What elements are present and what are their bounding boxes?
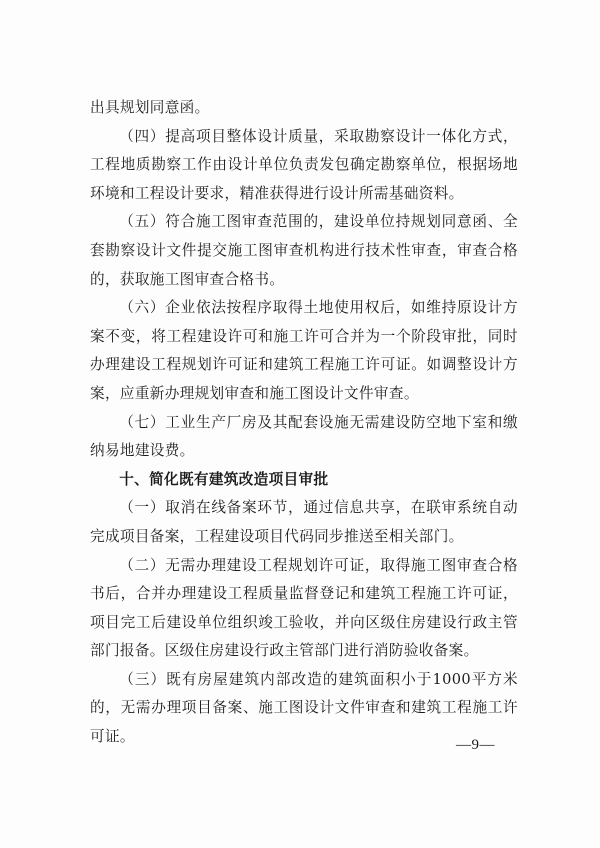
paragraph-item-4: （四）提高项目整体设计质量，采取勘察设计一体化方式，工程地质勘察工作由设计单位负责发包确定勘察单位，根据场地环境和工程设计要求，精准获得进行设计所需基础资料。 (90, 127, 518, 202)
paragraph-item-5: （五）符合施工图审查范围的，建设单位持规划同意函、全套勘察设计文件提交施工图审查机构进行技术性审查，审查合格的，获取施工图审查合格书。 (90, 213, 518, 288)
page-number: —9— (456, 737, 495, 753)
section-heading: 十、简化既有建筑改造项目审批 (119, 470, 329, 488)
paragraph-item-7: （七）工业生产厂房及其配套设施无需建设防空地下室和缴纳易地建设费。 (90, 413, 518, 460)
paragraph-subitem-2: （二）无需办理建设工程规划许可证，取得施工图审查合格书后，合并办理建设工程质量监督登记和建筑工程施工许可证，项目完工后建设单位组织竣工验收，并向区级住房建设行政主管部门报备。区级住房建设行政主管部门进行消防验收备案。 (90, 556, 518, 660)
paragraph-continuation: 出具规划同意函。 (90, 99, 210, 116)
document-body (90, 94, 518, 752)
paragraph-subitem-3: （三）既有房屋建筑内部改造的建筑面积小于1000平方米的，无需办理项目备案、施工图设计文件审查和建筑工程施工许可证。 (90, 670, 518, 746)
paragraph-item-6: （六）企业依法按程序取得土地使用权后，如维持原设计方案不变，将工程建设许可和施工许可合并为一个阶段审批，同时办理建设工程规划许可证和建筑工程施工许可证。如调整设计方案，应重新办理规划审查和施工图设计文件审查。 (90, 299, 518, 402)
paragraph-subitem-1: （一）取消在线备案环节，通过信息共享，在联审系统自动完成项目备案，工程建设项目代码同步推送至相关部门。 (90, 499, 518, 545)
